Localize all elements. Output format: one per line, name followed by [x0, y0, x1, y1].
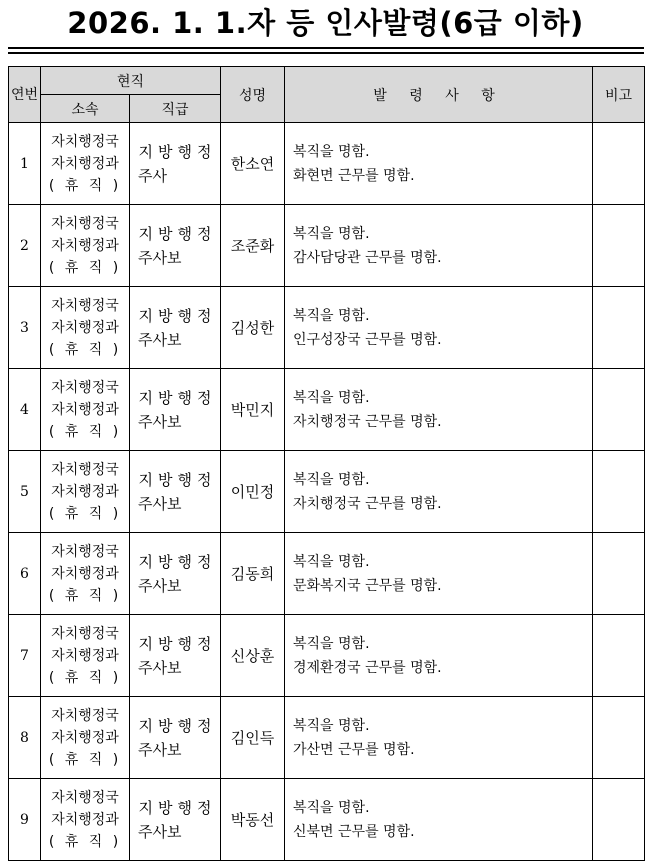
order-cell [285, 287, 593, 369]
rank-grade: 주사보 [138, 822, 182, 841]
rank-cell [130, 697, 221, 779]
department-bureau: 자치행정국 [51, 461, 119, 478]
rank-series: 지방행정 [138, 634, 217, 653]
leave-status: ( 휴 직 ) [48, 833, 122, 850]
rank-cell [130, 205, 221, 287]
name-cell: 김인득 [221, 697, 285, 779]
serial-no-cell: 4 [9, 369, 41, 451]
order-reinstatement: 복직을 명함. [293, 307, 370, 324]
order-assignment: 자치행정국 근무를 명함. [293, 413, 442, 430]
order-cell [285, 123, 593, 205]
remarks-cell [593, 287, 645, 369]
table-row [9, 451, 645, 533]
department-cell [41, 533, 130, 615]
rank-cell [130, 615, 221, 697]
department-bureau: 자치행정국 [51, 707, 119, 724]
rank-grade: 주사보 [138, 494, 182, 513]
department-division: 자치행정과 [51, 811, 119, 828]
table-row [9, 205, 645, 287]
order-cell [285, 697, 593, 779]
rank-series: 지방행정 [138, 306, 217, 325]
remarks-cell [593, 369, 645, 451]
rank-grade: 주사보 [138, 576, 182, 595]
rank-cell [130, 123, 221, 205]
remarks-cell [593, 205, 645, 287]
serial-no-cell: 1 [9, 123, 41, 205]
header-name: 성명 [221, 67, 285, 123]
title-underline [8, 47, 644, 49]
department-cell [41, 615, 130, 697]
department-bureau: 자치행정국 [51, 133, 119, 150]
order-reinstatement: 복직을 명함. [293, 225, 370, 242]
name-cell: 이민정 [221, 451, 285, 533]
serial-no-cell: 5 [9, 451, 41, 533]
department-bureau: 자치행정국 [51, 215, 119, 232]
order-cell [285, 205, 593, 287]
department-bureau: 자치행정국 [51, 543, 119, 560]
department-division: 자치행정과 [51, 401, 119, 418]
leave-status: ( 휴 직 ) [48, 259, 122, 276]
department-bureau: 자치행정국 [51, 789, 119, 806]
name-cell: 박민지 [221, 369, 285, 451]
name-cell: 김성한 [221, 287, 285, 369]
serial-no-cell: 7 [9, 615, 41, 697]
order-reinstatement: 복직을 명함. [293, 635, 370, 652]
rank-series: 지방행정 [138, 798, 217, 817]
table-row [9, 697, 645, 779]
department-cell [41, 123, 130, 205]
order-cell [285, 615, 593, 697]
header-current-post: 현직 [41, 67, 221, 95]
order-reinstatement: 복직을 명함. [293, 143, 370, 160]
order-assignment: 문화복지국 근무를 명함. [293, 577, 442, 594]
rank-cell [130, 451, 221, 533]
department-division: 자치행정과 [51, 155, 119, 172]
rank-grade: 주사 [138, 166, 167, 185]
rank-cell [130, 369, 221, 451]
header-department: 소속 [41, 95, 130, 123]
name-cell: 박동선 [221, 779, 285, 861]
remarks-cell [593, 779, 645, 861]
personnel-order-table [8, 66, 645, 861]
order-assignment: 감사담당관 근무를 명함. [293, 249, 442, 266]
leave-status: ( 휴 직 ) [48, 587, 122, 604]
serial-no-cell: 3 [9, 287, 41, 369]
rank-grade: 주사보 [138, 330, 182, 349]
leave-status: ( 휴 직 ) [48, 423, 122, 440]
order-assignment: 인구성장국 근무를 명함. [293, 331, 442, 348]
remarks-cell [593, 123, 645, 205]
department-division: 자치행정과 [51, 729, 119, 746]
leave-status: ( 휴 직 ) [48, 505, 122, 522]
order-cell [285, 779, 593, 861]
document-title: 2026. 1. 1.자 등 인사발령(6급 이하) [67, 6, 584, 40]
order-cell [285, 533, 593, 615]
remarks-cell [593, 615, 645, 697]
department-division: 자치행정과 [51, 565, 119, 582]
remarks-cell [593, 697, 645, 779]
name-cell: 한소연 [221, 123, 285, 205]
serial-no-cell: 8 [9, 697, 41, 779]
order-reinstatement: 복직을 명함. [293, 717, 370, 734]
rank-grade: 주사보 [138, 740, 182, 759]
department-division: 자치행정과 [51, 319, 119, 336]
name-cell: 신상훈 [221, 615, 285, 697]
order-reinstatement: 복직을 명함. [293, 799, 370, 816]
department-cell [41, 451, 130, 533]
rank-series: 지방행정 [138, 552, 217, 571]
order-reinstatement: 복직을 명함. [293, 389, 370, 406]
table-row [9, 779, 645, 861]
table-row [9, 533, 645, 615]
leave-status: ( 휴 직 ) [48, 669, 122, 686]
header-serial-no: 연번 [9, 67, 41, 123]
rank-cell [130, 287, 221, 369]
table-row [9, 615, 645, 697]
order-assignment: 가산면 근무를 명함. [293, 741, 415, 758]
serial-no-cell: 6 [9, 533, 41, 615]
leave-status: ( 휴 직 ) [48, 751, 122, 768]
table-row [9, 369, 645, 451]
title-underline [8, 52, 644, 54]
header-rank: 직급 [130, 95, 221, 123]
department-cell [41, 369, 130, 451]
rank-cell [130, 533, 221, 615]
rank-cell [130, 779, 221, 861]
rank-grade: 주사보 [138, 658, 182, 677]
order-cell [285, 369, 593, 451]
name-cell: 김동희 [221, 533, 285, 615]
department-bureau: 자치행정국 [51, 379, 119, 396]
order-reinstatement: 복직을 명함. [293, 471, 370, 488]
remarks-cell [593, 451, 645, 533]
table-row [9, 287, 645, 369]
department-bureau: 자치행정국 [51, 625, 119, 642]
remarks-cell [593, 533, 645, 615]
department-cell [41, 779, 130, 861]
order-assignment: 화현면 근무를 명함. [293, 167, 415, 184]
department-cell [41, 697, 130, 779]
serial-no-cell: 9 [9, 779, 41, 861]
rank-series: 지방행정 [138, 388, 217, 407]
name-cell: 조준화 [221, 205, 285, 287]
rank-series: 지방행정 [138, 470, 217, 489]
order-cell [285, 451, 593, 533]
department-division: 자치행정과 [51, 237, 119, 254]
leave-status: ( 휴 직 ) [48, 177, 122, 194]
department-bureau: 자치행정국 [51, 297, 119, 314]
rank-series: 지방행정 [138, 142, 217, 161]
department-division: 자치행정과 [51, 483, 119, 500]
department-cell [41, 287, 130, 369]
rank-grade: 주사보 [138, 248, 182, 267]
department-division: 자치행정과 [51, 647, 119, 664]
department-cell [41, 205, 130, 287]
header-order: 발 령 사 항 [285, 67, 593, 123]
table-body [9, 123, 645, 861]
serial-no-cell: 2 [9, 205, 41, 287]
order-assignment: 경제환경국 근무를 명함. [293, 659, 442, 676]
leave-status: ( 휴 직 ) [48, 341, 122, 358]
order-assignment: 자치행정국 근무를 명함. [293, 495, 442, 512]
order-assignment: 신북면 근무를 명함. [293, 823, 415, 840]
order-reinstatement: 복직을 명함. [293, 553, 370, 570]
rank-series: 지방행정 [138, 716, 217, 735]
rank-series: 지방행정 [138, 224, 217, 243]
table-row [9, 123, 645, 205]
rank-grade: 주사보 [138, 412, 182, 431]
header-remarks: 비고 [593, 67, 645, 123]
